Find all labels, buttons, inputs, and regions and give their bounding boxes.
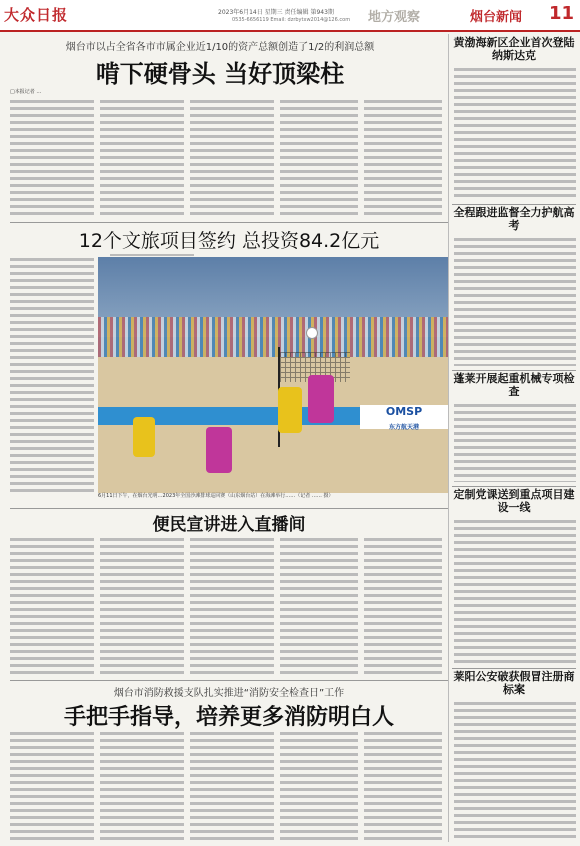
lead-body-col5 xyxy=(364,98,442,218)
sponsor-logo xyxy=(360,405,448,429)
sidebar-headline-3: 蓬莱开展起重机械专项检查 xyxy=(453,372,575,398)
player-pink-2 xyxy=(308,375,334,423)
sponsor-name: OMSP xyxy=(385,405,423,418)
divider xyxy=(452,204,576,205)
beach-volleyball-photo xyxy=(98,257,448,493)
sidebar-body-2 xyxy=(454,236,576,366)
divider xyxy=(10,508,448,509)
story4-kicker: 烟台市消防救援支队扎实推进“消防安全检查日”工作 xyxy=(113,688,345,699)
lead-kicker: 烟台市以占全省各市市属企业近1/10的资产总额创造了1/2的利润总额 xyxy=(65,42,375,53)
divider xyxy=(10,680,448,681)
story3-headline: 便民宣讲进入直播间 xyxy=(152,515,306,535)
story4-body-col3 xyxy=(190,730,274,842)
sponsor-subtitle: 东方航天港 xyxy=(388,424,419,431)
story4-headline: 手把手指导，培养更多消防明白人 xyxy=(63,705,394,730)
volleyball xyxy=(306,327,318,339)
player-yellow-2 xyxy=(278,387,302,433)
story2-headline: 12个文旅项目签约 总投资84.2亿元 xyxy=(78,230,380,252)
sidebar-headline-2: 全程跟进监督全力护航高考 xyxy=(453,206,575,232)
lead-body-col3 xyxy=(190,98,274,218)
story3-body-col3 xyxy=(190,536,274,676)
lead-body-col1 xyxy=(10,98,94,218)
story3-body-col2 xyxy=(100,536,184,676)
lead-headline: 啃下硬骨头 当好顶梁柱 xyxy=(95,60,345,88)
lead-body-col4 xyxy=(280,98,358,218)
sidebar-body-3 xyxy=(454,402,576,482)
sidebar-body-1 xyxy=(454,66,576,200)
sidebar-body-5 xyxy=(454,700,576,842)
divider xyxy=(452,668,576,669)
sidebar-body-4 xyxy=(454,518,576,664)
story3-body-col4 xyxy=(280,536,358,676)
story3-body-col5 xyxy=(364,536,442,676)
section-label: 地方观察 xyxy=(368,10,421,25)
sidebar-divider xyxy=(448,34,449,842)
sidebar-headline-5: 莱阳公安破获假冒注册商标案 xyxy=(453,670,575,696)
page-number: 11 xyxy=(548,3,574,24)
player-yellow-1 xyxy=(133,417,155,457)
lead-body-col2 xyxy=(100,98,184,218)
story2-body-strip xyxy=(110,252,194,256)
masthead xyxy=(0,0,580,32)
newspaper-logo: 大众日报 xyxy=(4,6,69,24)
sidebar-headline-1: 黄渤海新区企业首次登陆纳斯达克 xyxy=(453,36,575,62)
story4-body-col2 xyxy=(100,730,184,842)
divider xyxy=(10,222,448,223)
story4-body-col5 xyxy=(364,730,442,842)
crowd xyxy=(98,317,448,357)
section-brand: 烟台新闻 xyxy=(470,10,523,25)
story4-body-col1 xyxy=(10,730,94,842)
photo-caption: 6月11日下午，在烟台光明…2023年全国沙滩排球巡回赛（山东烟台站）在海滩举行……（记者 …… 摄） xyxy=(98,493,334,499)
story3-body-col1 xyxy=(10,536,94,676)
divider xyxy=(452,370,576,371)
player-pink-1 xyxy=(206,427,232,473)
contact-info: 0535-6656119 Email: dzrbytxw2014@126.com xyxy=(232,17,351,23)
lead-byline: □本报记者 … xyxy=(10,89,42,95)
story4-body-col4 xyxy=(280,730,358,842)
story2-body-col1 xyxy=(10,256,94,494)
sidebar-headline-4: 定制党课送到重点项目建设一线 xyxy=(453,488,575,514)
divider xyxy=(452,486,576,487)
issue-info: 2023年6月14日 星期三 责任编辑 第943期 xyxy=(218,9,334,16)
